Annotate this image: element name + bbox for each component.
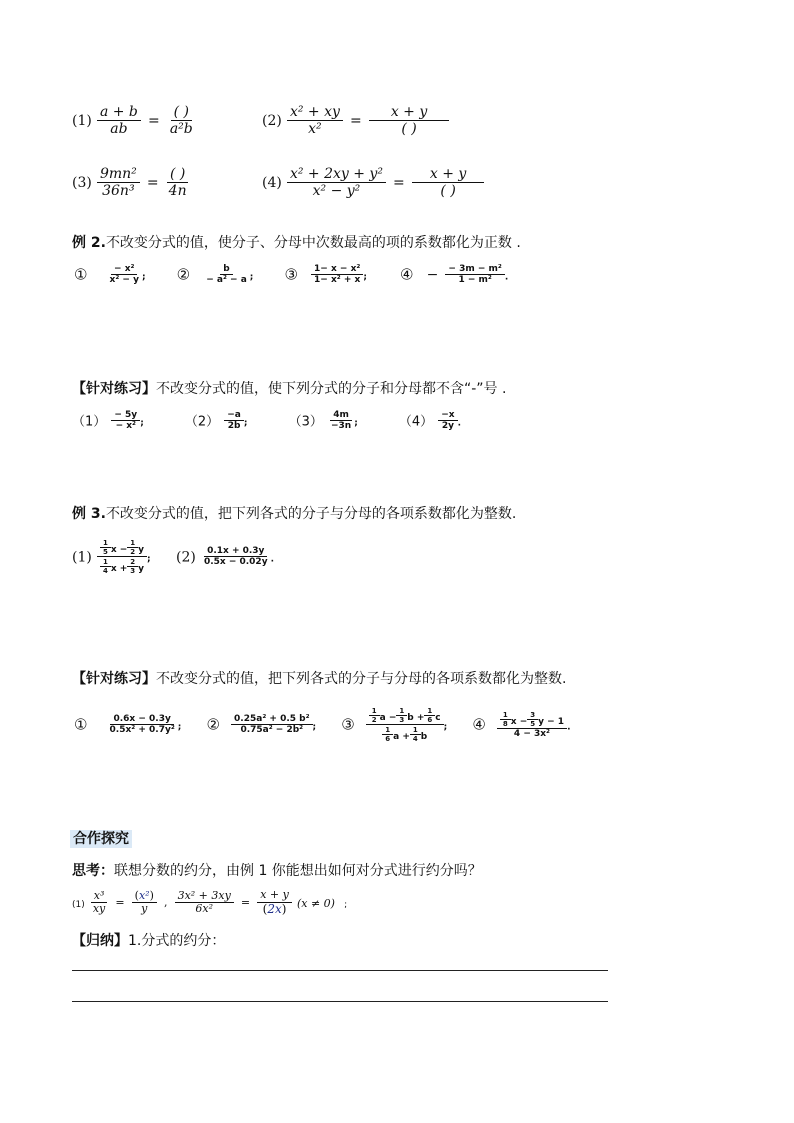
compound-fraction: $\frac{1}{2}$ a − $\frac{1}{3}$ b + $\frac{1}{6}$ c $\frac{1}{6}$ a + $\frac{1}{4}$ b	[366, 706, 444, 744]
coop-think: 思考：联想分数的约分，由例 1 你能想出如何对分式进行约分吗？	[72, 863, 482, 879]
blank-fraction: $\frac{( )}{4n}$	[168, 166, 187, 200]
practice1-item-1: （1） $\frac{- 5y}{\text{− x²}}$ ;	[72, 410, 144, 432]
coop-heading: 合作探究	[70, 828, 132, 848]
practice2-items	[74, 706, 570, 744]
ex3-problem-1: (1) $\frac{1}{5}$ x − $\frac{1}{2}$ y $\frac{1}{4}$ x + $\frac{2}{3}$ y ;	[72, 538, 151, 576]
fraction: $\frac{\text{x² + 2xy + y²}}{\text{x² − y²}}$	[287, 166, 386, 199]
ex2-title: 例 2.不改变分式的值，使分子、分母中次数最高的项的系数都化为正数 .	[72, 235, 521, 251]
practice2-title: 【针对练习】不改变分式的值，把下列各式的分子与分母的各项系数都化为整数.	[72, 671, 567, 687]
fraction: $\frac{\text{1− x − x²}}{\text{1− x² + x}}$	[311, 264, 363, 286]
fraction: $\frac{\text{3x² + 3xy}}{\text{6x²}}$	[175, 890, 234, 916]
ex2-item-1: ① $\frac{\text{− x²}}{\text{x² − y}}$ ;	[74, 264, 146, 286]
practice1-item-4: （4） $\frac{-x}{2y}$ .	[398, 410, 462, 432]
ex3-title: 例 3.不改变分式的值，把下列各式的分子与分母的各项系数都化为整数.	[72, 506, 517, 522]
problem-label: (3)	[72, 175, 92, 192]
problem-label: (1)	[72, 113, 92, 130]
fraction: $\frac{\text{x³}}{xy}$	[90, 890, 108, 916]
practice1-item-3: （3） $\frac{4m}{-3n}$ ;	[288, 410, 358, 432]
ex1-problem-3: (3) $\frac{\text{9mn²}}{\text{36n³}}$ = $\frac{( )}{4n}$	[72, 166, 190, 199]
coop-summary: 【归纳】1.分式的约分：	[72, 933, 226, 949]
answer-line-2	[72, 1001, 608, 1002]
ex1-problem-1: (1) $\frac{a + b}{ab}$ = $\frac{( )}{\text{a²b}}$	[72, 104, 196, 137]
compound-fraction: $\frac{1}{5}$ x − $\frac{1}{2}$ y $\frac{1}{4}$ x + $\frac{2}{3}$ y	[97, 538, 147, 576]
practice2-item-2: ② $\frac{\text{0.25a² + 0.5 b²}}{\text{0.75a² − 2b²}}$ ;	[206, 714, 317, 736]
fraction: $\frac{\text{9mn²}}{\text{36n³}}$	[97, 166, 140, 199]
ex1-problem-2: (2) $\frac{\text{x² + xy}}{\text{x²}}$ = $\frac{x + y}{( )}$	[262, 104, 449, 137]
fraction: $\frac{a + b}{ab}$	[97, 104, 141, 137]
fraction: $\frac{- 5y}{\text{− x²}}$	[111, 410, 140, 432]
fraction: $\frac{-a}{2b}$	[224, 410, 244, 432]
fraction: $\frac{\text{− x²}}{\text{x² − y}}$	[109, 264, 139, 286]
blank-fraction: $\frac{( )}{\text{a²b}}$	[169, 104, 193, 138]
answer-fraction: $\frac{x + y}{(2x)}$	[257, 889, 292, 916]
practice2-item-4: ④ $\frac{1}{8}$ x − $\frac{3}{5}$ y − 1 4 − 3x² .	[472, 710, 571, 740]
fraction: $\frac{b}{\text{− a² − a}}$	[206, 264, 247, 286]
practice1-items	[72, 410, 461, 432]
blank-fraction: $\frac{x + y}{( )}$	[412, 166, 484, 199]
fraction: $\frac{\text{0.25a² + 0.5 b²}}{\text{0.75a² − 2b²}}$	[231, 714, 313, 736]
fraction: $\frac{\text{− 3m − m²}}{\text{1 − m²}}$	[445, 264, 504, 286]
practice1-item-2: （2） $\frac{-a}{2b}$ ;	[184, 410, 248, 432]
ex3-problem-2: (2) $\frac{0.1x + 0.3y}{0.5x - 0.02y}$ .	[176, 546, 274, 568]
ex2-item-2: ② $\frac{b}{\text{− a² − a}}$ ;	[176, 264, 254, 286]
fraction: $\frac{4m}{-3n}$	[330, 410, 352, 432]
ex1-problem-4: (4) $\frac{\text{x² + 2xy + y²}}{\text{x² − y²}}$ = $\frac{x + y}{( )}$	[262, 166, 484, 199]
ex2-item-3: ③ $\frac{\text{1− x − x²}}{\text{1− x² + x}}$ ;	[284, 264, 367, 286]
practice2-item-1: ① $\frac{0.6x - 0.3y}{\text{0.5x² + 0.7y²}}$ ;	[74, 714, 182, 736]
answer-line-1	[72, 970, 608, 971]
ex2-items	[74, 264, 508, 286]
ex2-item-4: ④ − $\frac{\text{− 3m − m²}}{\text{1 − m²}}$ .	[400, 264, 509, 286]
fraction: $\frac{\text{x² + xy}}{\text{x²}}$	[287, 104, 343, 137]
problem-label: (2)	[262, 113, 282, 130]
fraction: $\frac{0.1x + 0.3y}{0.5x - 0.02y}$	[203, 546, 268, 568]
answer-fraction: $\frac{\text{(x²)}}{y}$	[132, 890, 157, 916]
compound-fraction: $\frac{1}{8}$ x − $\frac{3}{5}$ y − 1 4 − 3x²	[497, 710, 567, 740]
practice2-item-3: ③ $\frac{1}{2}$ a − $\frac{1}{3}$ b + $\frac{1}{6}$ c $\frac{1}{6}$ a + $\frac{1}{4}$ b ;	[341, 706, 448, 744]
practice1-title: 【针对练习】不改变分式的值，使下列分式的分子和分母都不含“-”号 .	[72, 381, 507, 397]
problem-label: (4)	[262, 175, 282, 192]
fraction: $\frac{-x}{2y}$	[438, 410, 457, 432]
blank-fraction: $\frac{x + y}{( )}$	[369, 104, 449, 137]
fraction: $\frac{0.6x - 0.3y}{\text{0.5x² + 0.7y²}}$	[109, 714, 175, 736]
coop-formula: (1) $\frac{\text{x³}}{xy}$ = $\frac{\text{(x²)}}{y}$ , $\frac{\text{3x² + 3xy}}{\text{6x²}}$ = $\frac{x + y}{(2x)}$ (x ≠ 0) ;	[72, 888, 348, 916]
